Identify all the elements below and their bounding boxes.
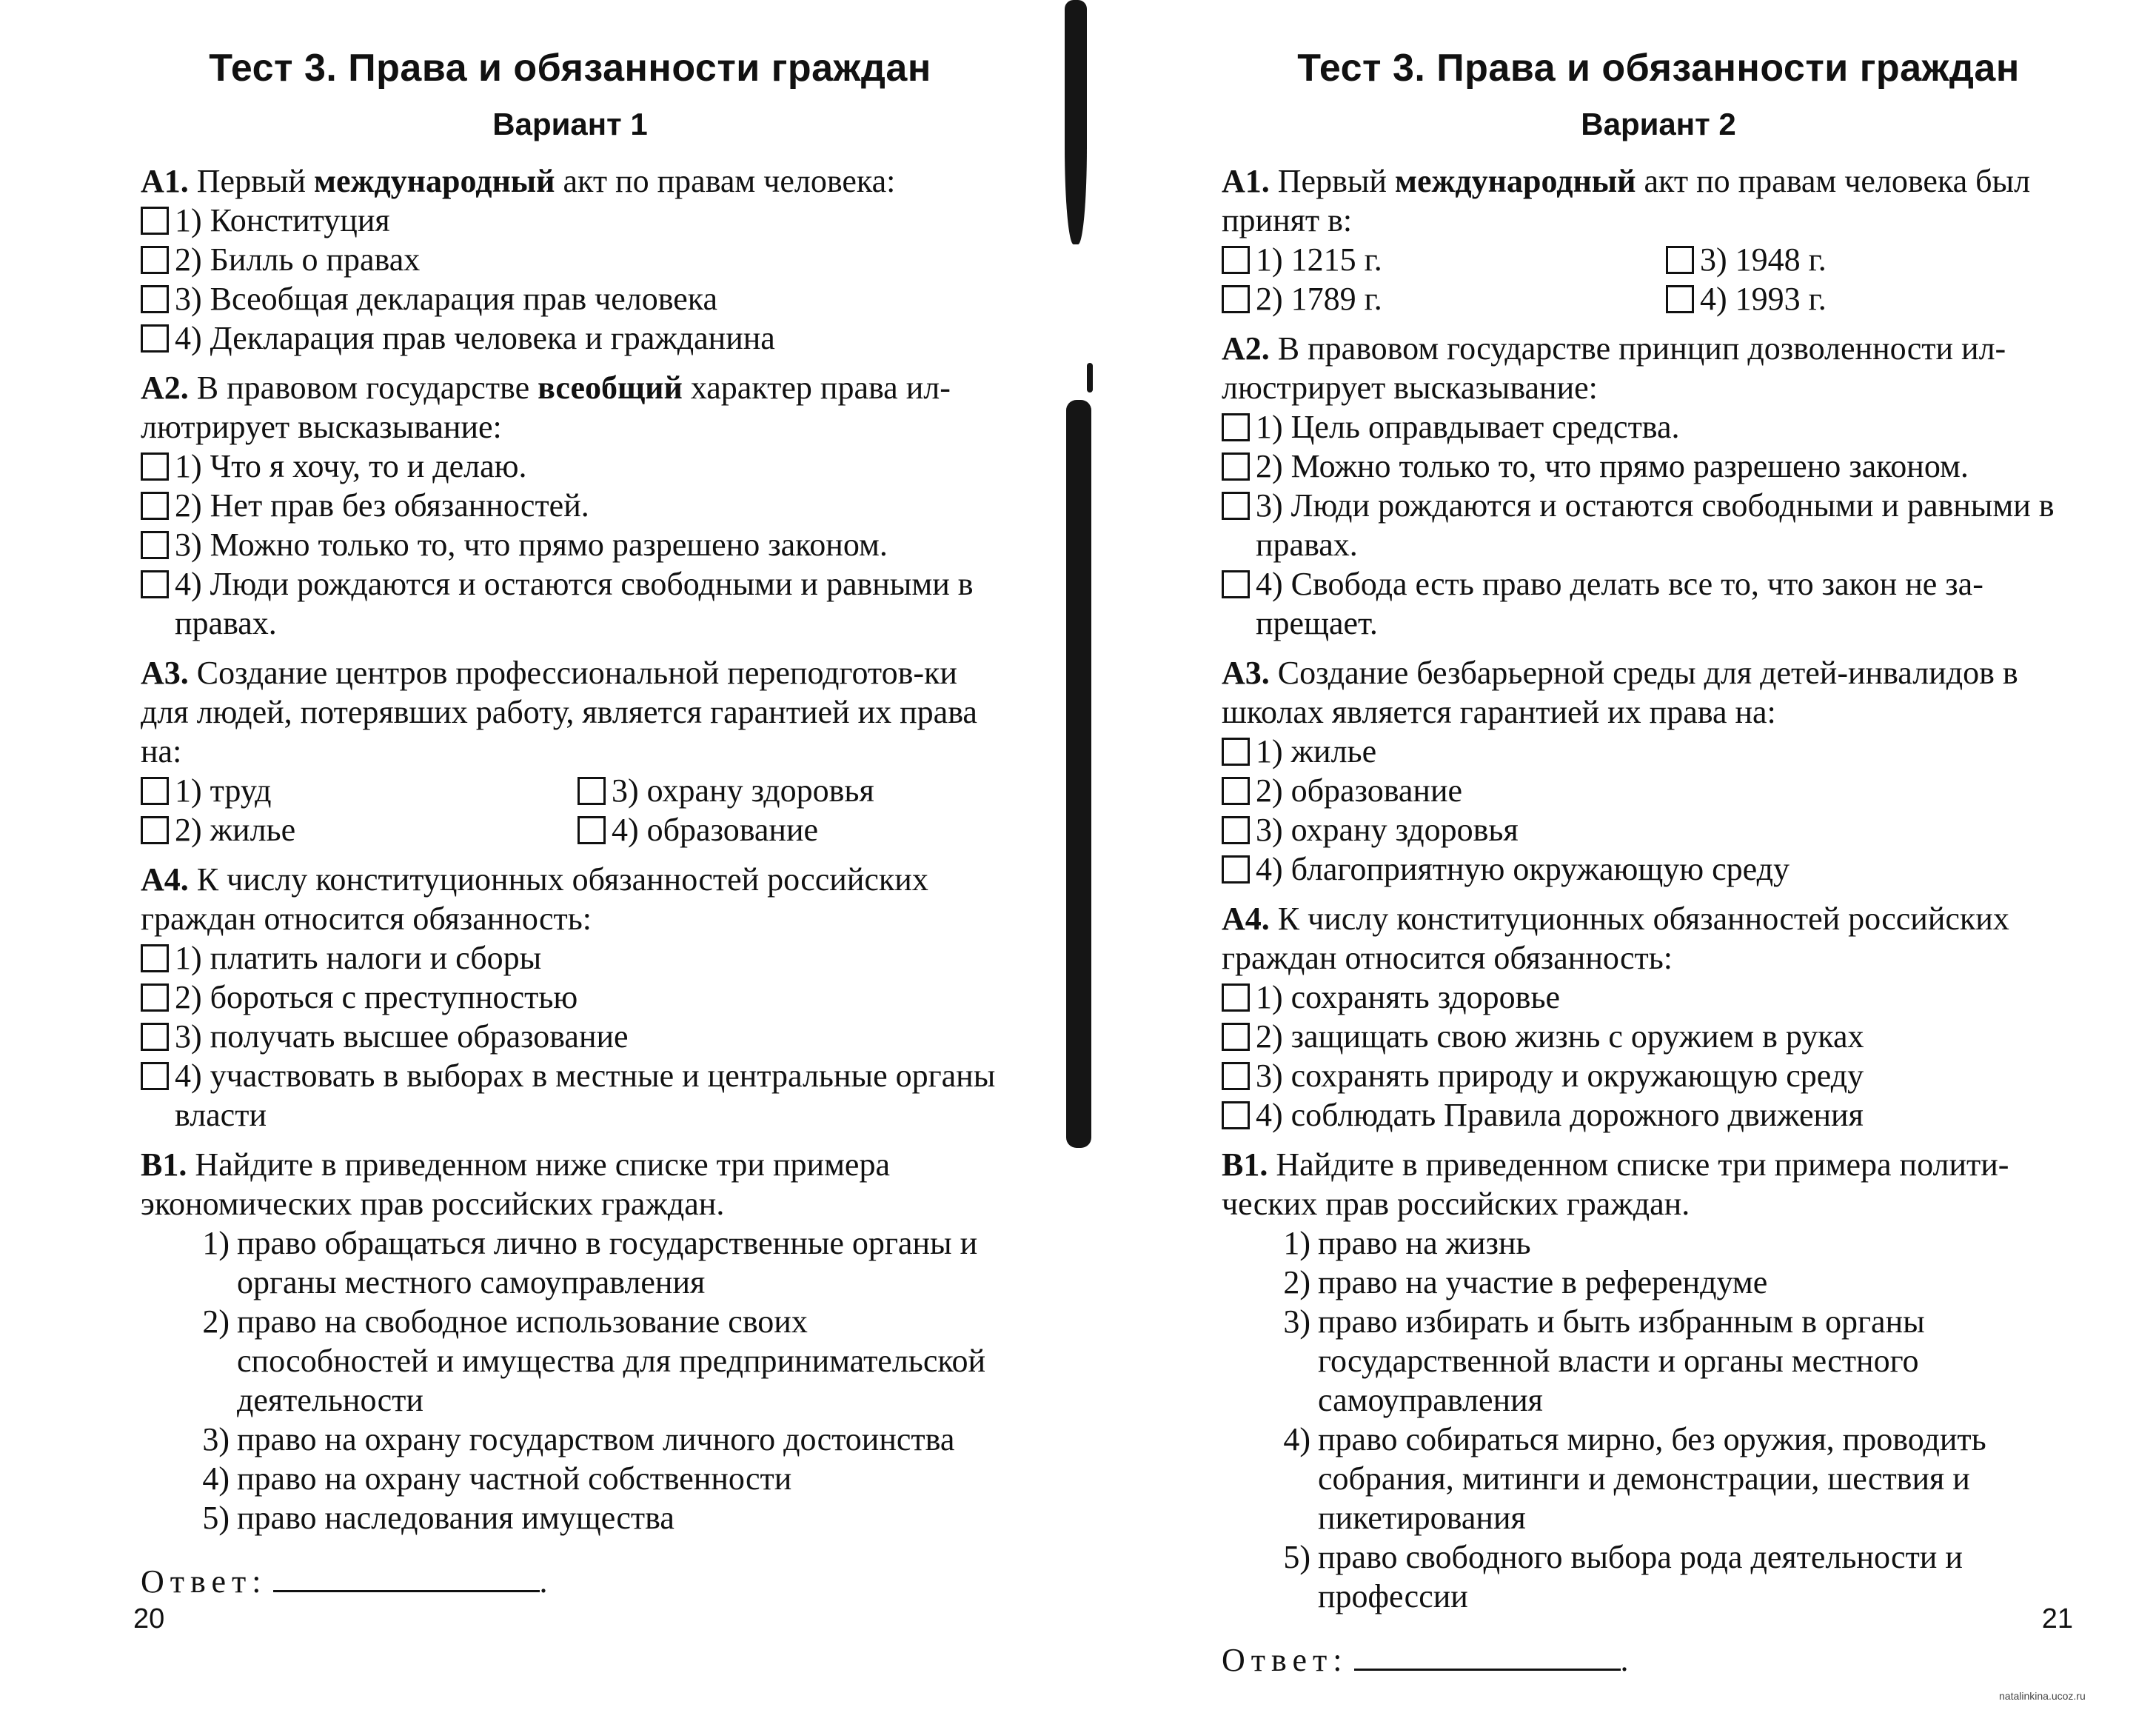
answer-option[interactable]: 1) Конституция	[141, 201, 1000, 240]
answer-option[interactable]: 3) сохранять природу и окружающую среду	[1222, 1056, 2095, 1095]
checkbox[interactable]	[1222, 855, 1250, 884]
checkbox[interactable]	[1222, 413, 1250, 441]
question-b1: В1. Найдите в приведенном списке три примера полити-ческих прав российских граждан. 1) право на жизнь 2) право на участие в референдуме 3) право избирать и быть избранным в органы государственной власти и органы местного самоуправления 4) право собираться мирно, без оружия, проводить собрания, митинги и демонстрации, шествия и пикетирования 5) право свободного выбора рода деятельности и профессии	[1222, 1145, 2095, 1616]
question-a1: А1. Первый международный акт по правам человека был принят в: 1) 1215 г. 3) 1948 г. 2) 1789 г. 4) 1993 г.	[1222, 161, 2095, 318]
answer-option[interactable]: 3) 1948 г.	[1666, 240, 2095, 279]
checkbox[interactable]	[141, 285, 169, 313]
checkbox[interactable]	[1222, 777, 1250, 805]
answer-label: Ответ:	[141, 1563, 267, 1600]
question-b1: В1. Найдите в приведенном ниже списке три примера экономических прав российских граждан. 1) право обращаться лично в государственные органы и органы местного самоуправления 2) право на свободное использование своих способностей и имущества для предпринимательской деятельности 3) право на охрану государством личного достоинства 4) право на охрану частной собственности 5) право наследования имущества	[141, 1145, 1000, 1537]
answer-option[interactable]: 1) платить налоги и сборы	[141, 938, 1000, 978]
question-a3: А3. Создание безбарьерной среды для детей-инвалидов в школах является гарантией их права на: 1) жилье 2) образование 3) охрану здоровья 4) благоприятную окружающую среду	[1222, 653, 2095, 889]
answer-option[interactable]: 4) Декларация прав человека и гражданина	[141, 318, 1000, 358]
question-number: А3.	[141, 655, 189, 691]
checkbox[interactable]	[141, 452, 169, 481]
answer-option[interactable]: 4) Свобода есть право делать все то, что закон не за-прещает.	[1222, 564, 2095, 643]
question-number: А2.	[141, 370, 189, 406]
scan-artifact	[1066, 400, 1091, 1148]
question-a4: А4. К числу конституционных обязанностей российских граждан относится обязанность: 1) платить налоги и сборы 2) бороться с преступностью 3) получать высшее образование 4) участвовать в выборах в местные и центральные органы власти	[141, 860, 1000, 1135]
page-title: Тест 3. Права и обязанности граждан	[209, 47, 931, 90]
scan-artifact	[1065, 0, 1087, 244]
answer-option[interactable]: 3) получать высшее образование	[141, 1017, 1000, 1056]
answer-option[interactable]: 4) Люди рождаются и остаются свободными и равными в правах.	[141, 564, 1000, 643]
checkbox[interactable]	[141, 492, 169, 520]
answer-option[interactable]: 2) жилье	[141, 810, 563, 849]
question-number: В1.	[141, 1146, 187, 1183]
question-number: А1.	[1222, 163, 1270, 199]
answer-label: Ответ:	[1222, 1642, 1348, 1678]
question-number: А4.	[141, 861, 189, 898]
options-grid	[1222, 240, 2095, 318]
checkbox[interactable]	[1222, 492, 1250, 520]
list-item: 3) право избирать и быть избранным в органы государственной власти и органы местного самоуправления	[1283, 1303, 1925, 1418]
answer-option[interactable]: 1) Что я хочу, то и делаю.	[141, 447, 1000, 486]
answer-option[interactable]: 2) 1789 г.	[1222, 279, 1651, 318]
question-a3: А3. Создание центров профессиональной переподготов-ки для людей, потерявших работу, является гарантией их права на: 1) труд 3) охрану здоровья 2) жилье 4) образование	[141, 653, 1000, 849]
answer-option[interactable]: 3) охрану здоровья	[578, 771, 1000, 810]
answer-option[interactable]: 2) бороться с преступностью	[141, 978, 1000, 1017]
question-a2: А2. В правовом государстве принцип дозволенности ил-люстрирует высказывание: 1) Цель оправдывает средства. 2) Можно только то, что прямо разрешено законом. 3) Люди рождаются и остаются свободными и равными в правах. 4) Свобода есть право делать все то, что закон не за-прещает.	[1222, 329, 2095, 643]
answer-option[interactable]: 1) жилье	[1222, 732, 2095, 771]
question-number: А3.	[1222, 655, 1270, 691]
list-item: 2) право на участие в референдуме	[1283, 1264, 1768, 1300]
list-item: 1) право на жизнь	[1283, 1225, 1531, 1261]
left-page	[133, 0, 1000, 1710]
checkbox[interactable]	[141, 816, 169, 844]
answer-option[interactable]: 2) защищать свою жизнь с оружием в руках	[1222, 1017, 2095, 1056]
checkbox[interactable]	[141, 570, 169, 598]
checkbox[interactable]	[141, 983, 169, 1012]
answer-option[interactable]: 1) 1215 г.	[1222, 240, 1651, 279]
page-title: Тест 3. Права и обязанности граждан	[1297, 47, 2020, 90]
answer-row: Ответ: .	[1222, 1642, 1629, 1678]
checkbox[interactable]	[578, 816, 606, 844]
page-number: 21	[2041, 1603, 2073, 1634]
checkbox[interactable]	[141, 944, 169, 972]
checkbox[interactable]	[141, 246, 169, 274]
answer-option[interactable]: 4) благоприятную окружающую среду	[1222, 849, 2095, 889]
answer-option[interactable]: 4) участвовать в выборах в местные и центральные органы власти	[141, 1056, 1000, 1135]
checkbox[interactable]	[1222, 1101, 1250, 1129]
checkbox[interactable]	[1222, 816, 1250, 844]
variant-label: Вариант 1	[492, 107, 648, 141]
checkbox[interactable]	[1222, 285, 1250, 313]
list-item: 4) право на охрану частной собственности	[202, 1460, 792, 1497]
checkbox[interactable]	[1222, 1023, 1250, 1051]
answer-option[interactable]: 2) Можно только то, что прямо разрешено законом.	[1222, 447, 2095, 486]
answer-field[interactable]	[1354, 1642, 1621, 1671]
checkbox[interactable]	[1222, 570, 1250, 598]
checkbox[interactable]	[141, 531, 169, 559]
variant-label: Вариант 2	[1581, 107, 1736, 141]
scan-artifact	[1087, 363, 1093, 393]
list-item: 1) право обращаться лично в государственные органы и органы местного самоуправления	[202, 1225, 978, 1300]
checkbox[interactable]	[141, 777, 169, 805]
answer-option[interactable]: 4) соблюдать Правила дорожного движения	[1222, 1095, 2095, 1135]
checkbox[interactable]	[1666, 285, 1694, 313]
page-number: 20	[133, 1603, 165, 1634]
answer-option[interactable]: 1) Цель оправдывает средства.	[1222, 407, 2095, 447]
question-number: В1.	[1222, 1146, 1268, 1183]
answer-option[interactable]: 2) Нет прав без обязанностей.	[141, 486, 1000, 525]
question-a2: А2. В правовом государстве всеобщий характер права ил-лютрирует высказывание: 1) Что я хочу, то и делаю. 2) Нет прав без обязанностей. 3) Можно только то, что прямо разрешено законом. 4) Люди рождаются и остаются свободными и равными в правах.	[141, 368, 1000, 643]
answer-option[interactable]: 2) Билль о правах	[141, 240, 1000, 279]
answer-option[interactable]: 3) Можно только то, что прямо разрешено законом.	[141, 525, 1000, 564]
answer-option[interactable]: 1) труд	[141, 771, 563, 810]
right-page	[1222, 0, 2095, 1710]
checkbox[interactable]	[141, 1023, 169, 1051]
list-item: 4) право собираться мирно, без оружия, проводить собрания, митинги и демонстрации, шествия и пикетирования	[1283, 1421, 1986, 1536]
list-item: 2) право на свободное использование своих способностей и имущества для предпринимательской деятельности	[202, 1303, 986, 1418]
answer-option[interactable]: 2) образование	[1222, 771, 2095, 810]
checkbox[interactable]	[1222, 983, 1250, 1012]
checkbox[interactable]	[141, 1062, 169, 1090]
answer-field[interactable]	[273, 1563, 540, 1592]
question-number: А2.	[1222, 330, 1270, 367]
checkbox[interactable]	[1222, 1062, 1250, 1090]
answer-option[interactable]: 3) Люди рождаются и остаются свободными и равными в правах.	[1222, 486, 2095, 564]
watermark: natalinkina.ucoz.ru	[1999, 1690, 2086, 1702]
answer-row: Ответ: .	[141, 1563, 548, 1600]
checkbox[interactable]	[578, 777, 606, 805]
question-a1: А1. Первый международный акт по правам человека: 1) Конституция 2) Билль о правах 3) Всеобщая декларация прав человека 4) Декларация прав человека и гражданина	[141, 161, 1000, 358]
answer-option[interactable]: 3) охрану здоровья	[1222, 810, 2095, 849]
question-a4: А4. К числу конституционных обязанностей российских граждан относится обязанность: 1) сохранять здоровье 2) защищать свою жизнь с оружием в руках 3) сохранять природу и окружающую среду 4) соблюдать Правила дорожного движения	[1222, 899, 2095, 1135]
answer-option[interactable]: 1) сохранять здоровье	[1222, 978, 2095, 1017]
list-item: 5) право наследования имущества	[202, 1500, 674, 1536]
list-item: 5) право свободного выбора рода деятельности и профессии	[1283, 1539, 1963, 1614]
checkbox[interactable]	[141, 207, 169, 235]
checkbox[interactable]	[1222, 452, 1250, 481]
answer-option[interactable]: 4) образование	[578, 810, 1000, 849]
checkbox[interactable]	[1666, 246, 1694, 274]
options-grid	[141, 771, 1000, 849]
checkbox[interactable]	[141, 324, 169, 353]
list-item: 3) право на охрану государством личного достоинства	[202, 1421, 955, 1457]
answer-option[interactable]: 3) Всеобщая декларация прав человека	[141, 279, 1000, 318]
checkbox[interactable]	[1222, 738, 1250, 766]
checkbox[interactable]	[1222, 246, 1250, 274]
question-number: А1.	[141, 163, 189, 199]
question-number: А4.	[1222, 901, 1270, 937]
answer-option[interactable]: 4) 1993 г.	[1666, 279, 2095, 318]
